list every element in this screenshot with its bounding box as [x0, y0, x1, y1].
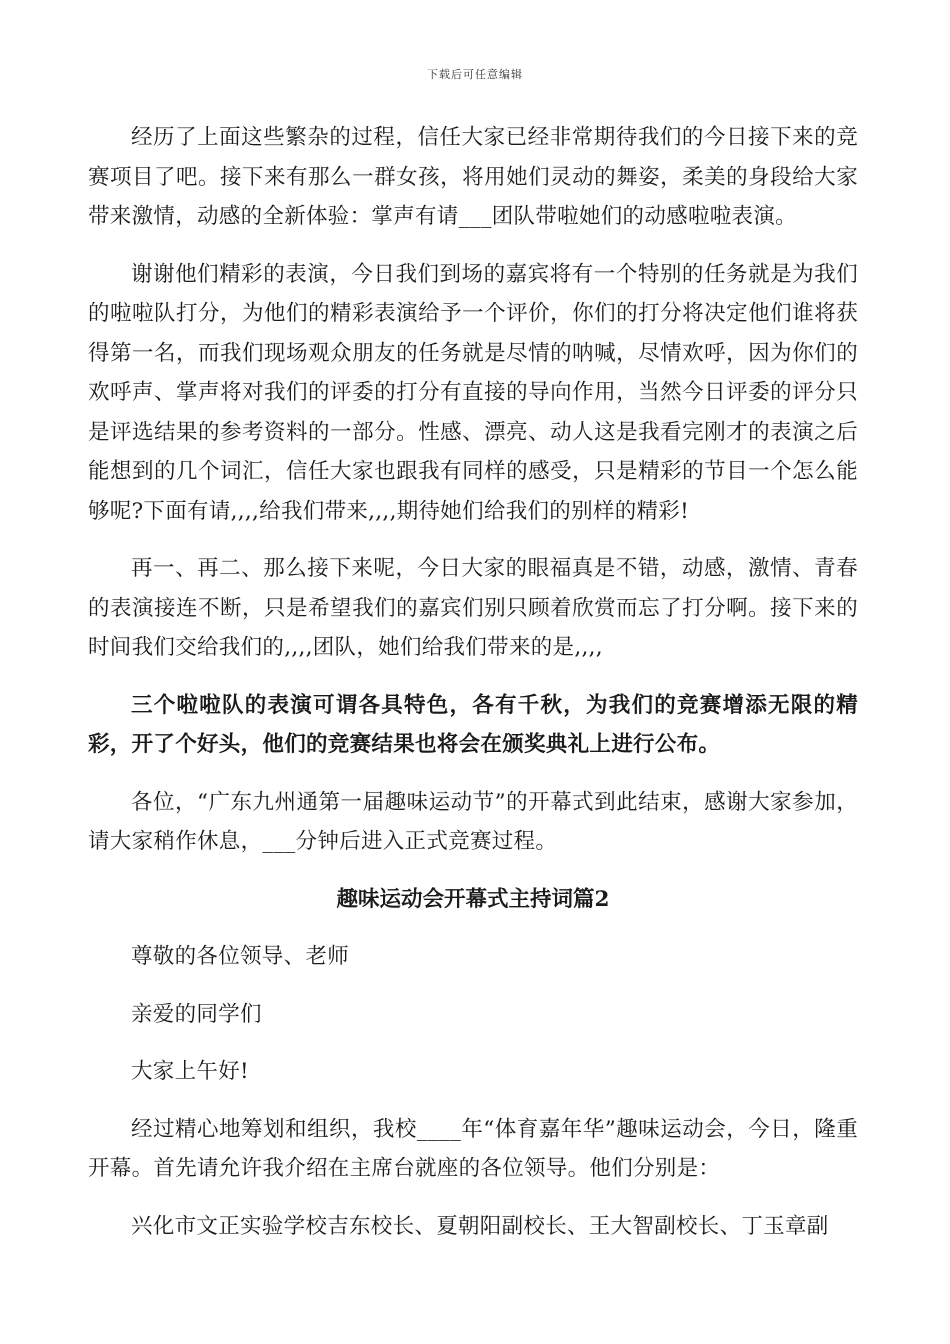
salutation-line: 尊敬的各位领导、老师 [131, 944, 350, 969]
header-note: 下载后可任意编辑 [427, 68, 523, 81]
section-title: 趣味运动会开幕式主持词篇2 [336, 886, 610, 912]
paragraph: 兴化市文正实验学校吉东校长、夏朝阳副校长、王大智副校长、丁玉章副 [131, 1213, 829, 1239]
bold-paragraph: 三个啦啦队的表演可谓各具特色，各有千秋，为我们的竞赛增添无限的精彩，开了个好头，他们的竞赛结果也将会在颁奖典礼上进行公布。 [88, 692, 858, 757]
salutation-line: 亲爱的同学们 [131, 1001, 262, 1027]
greeting-line: 大家上午好! [131, 1059, 249, 1084]
document-body [88, 118, 858, 1264]
paragraph: 再一、再二、那么接下来呢，今日大家的眼福真是不错，动感，激情、青春的表演接连不断，只是希望我们的嘉宾们别只顾着欣赏而忘了打分啊。接下来的时间我们交给我们的,,,,团队，她们给我们带来的是,,,, [88, 556, 858, 660]
paragraph: 经过精心地筹划和组织，我校____年“体育嘉年华”趣味运动会，今日，隆重开幕。首先请允许我介绍在主席台就座的各位领导。他们分别是： [88, 1116, 858, 1181]
paragraph: 经历了上面这些繁杂的过程，信任大家已经非常期待我们的今日接下来的竞赛项目了吧。接下来有那么一群女孩，将用她们灵动的舞姿，柔美的身段给大家带来激情，动感的全新体验：掌声有请___团队带啦她们的动感啦啦表演。 [88, 125, 858, 229]
paragraph: 谢谢他们精彩的表演，今日我们到场的嘉宾将有一个特别的任务就是为我们的啦啦队打分，为他们的精彩表演给予一个评价，你们的打分将决定他们谁将获得第一名，而我们现场观众朋友的任务就是尽情的呐喊，尽情欢呼，因为你们的欢呼声、掌声将对我们的评委的打分有直接的导向作用，当然今日评委的评分只是评选结果的参考资料的一部分。性感、漂亮、动人这是我看完刚才的表演之后能想到的几个词汇，信任大家也跟我有同样的感受，只是精彩的节目一个怎么能够呢?下面有请,,,,给我们带来,,,,期待她们给我们的别样的精彩! [88, 261, 858, 524]
closing-paragraph: 各位，“广东九州通第一届趣味运动节”的开幕式到此结束，感谢大家参加，请大家稍作休息，___分钟后进入正式竞赛过程。 [88, 789, 858, 854]
